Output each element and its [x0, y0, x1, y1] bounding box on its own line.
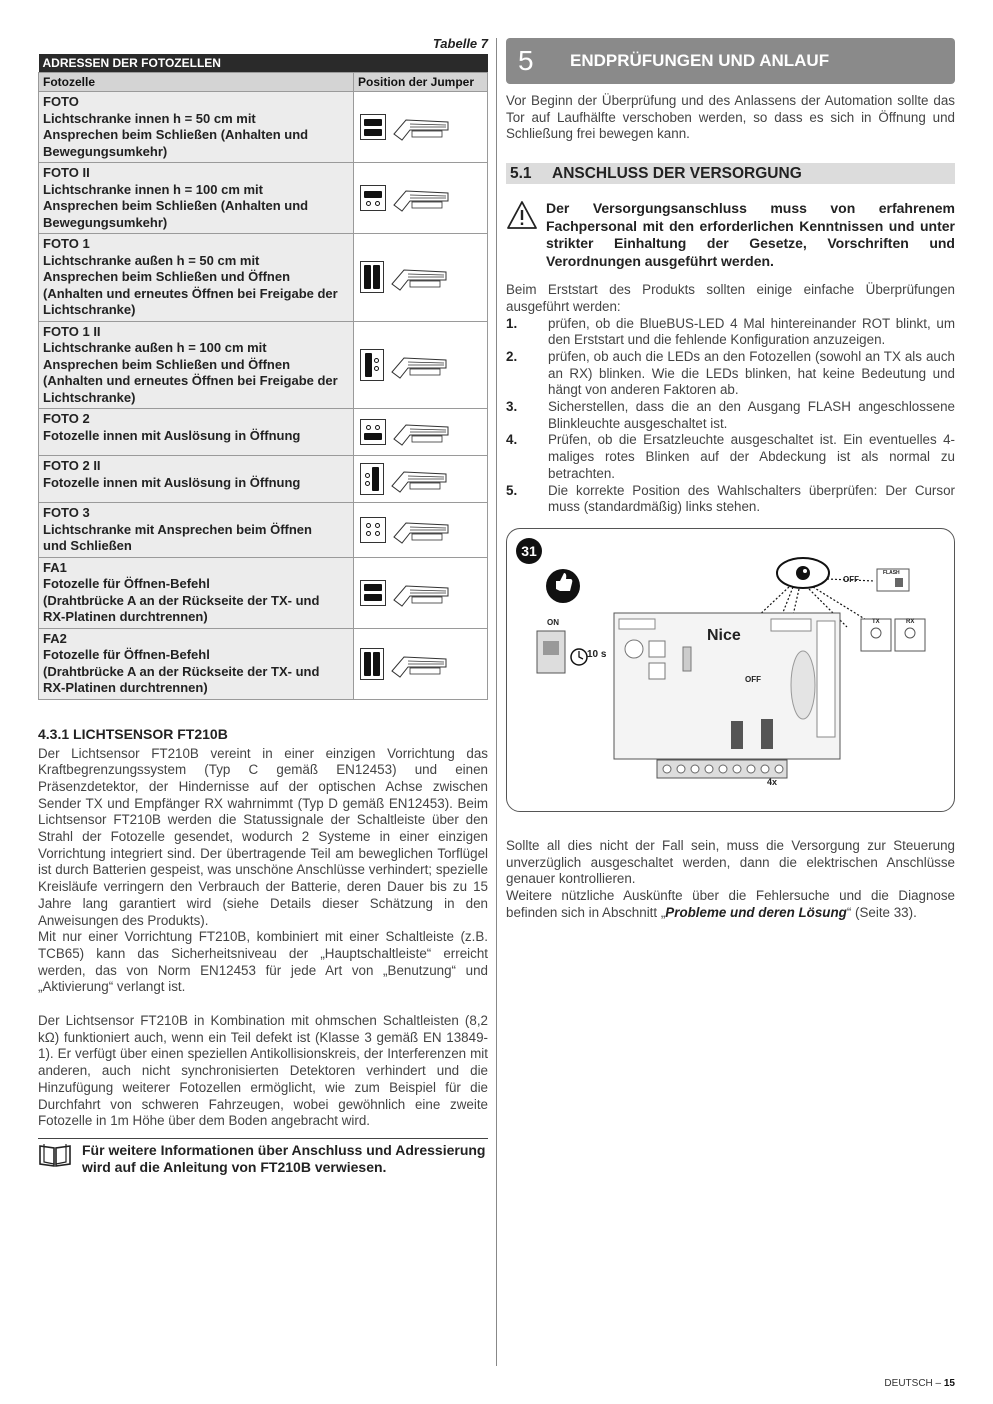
- step-text: Prüfen, ob die Ersatzleuchte ausgeschaltet ist. Ein eventuelles 4-maliges rotes Blinken auf der Abdeckung ist als normal zu betrachten.: [548, 432, 955, 481]
- table-row: [39, 557, 488, 628]
- jumper-block: [360, 349, 384, 381]
- step-text: prüfen, ob die BlueBUS-LED 4 Mal hintereinander ROT blinkt, um den Erststart und die fehlende Konfiguration anzuzeigen.: [548, 315, 955, 348]
- label-seconds: 10 s: [587, 648, 607, 660]
- step-text: Sicherstellen, dass die an den Ausgang FLASH angeschlossene Blinkleuchte ausgeschaltet ist.: [548, 399, 955, 431]
- photocell-detail-line: RX-Platinen durchtrennen): [43, 680, 208, 695]
- footer-language: DEUTSCH –: [884, 1378, 944, 1389]
- table-row: [39, 321, 488, 409]
- section-title: ANSCHLUSS DER VERSORGUNG: [552, 164, 802, 182]
- photocell-detail-line: (Drahtbrücke A an der Rückseite der TX- und: [43, 592, 320, 608]
- jumper-connector-icon: [392, 417, 452, 447]
- figure-31: [506, 528, 955, 812]
- label-rx: RX: [906, 618, 915, 625]
- photocell-detail-line: Lichtschranke): [43, 302, 136, 317]
- list-item: [506, 432, 955, 482]
- photocell-detail-line: Fotozelle für Öffnen-Befehl: [43, 647, 210, 662]
- table-row: [39, 456, 488, 503]
- chapter-header: [506, 38, 955, 84]
- photocell-description: [39, 456, 354, 503]
- list-item: [506, 316, 955, 349]
- jumper-block: [360, 517, 386, 543]
- jumper-position: [354, 92, 488, 163]
- chapter-number: 5: [518, 45, 534, 76]
- jumper-position: [354, 163, 488, 234]
- table-row: [39, 503, 488, 558]
- paragraph-ft210b-2: Mit nur einer Vorrichtung FT210B, kombiniert mit einer Schaltleiste (z.B. TCB65) kann das Sicherheitsniveau der „Hauptschaltleiste“ erreicht werden, das von Norm EN12453 für jede Art von „Benutzung“ und „Aktivierung“ verlangt ist.: [38, 929, 488, 995]
- table-title: ADRESSEN DER FOTOZELLEN: [39, 54, 488, 73]
- chapter-intro: Vor Beginn der Überprüfung und des Anlassens der Automation sollte das Tor auf Laufhälfte verschoben werden, so dass es sich in Öffnung und Schließung frei bewegen kann.: [506, 93, 955, 142]
- jumper-block: [360, 580, 386, 606]
- jumper-connector-icon: [390, 649, 450, 679]
- paragraph-ft210b-3: Der Lichtsensor FT210B in Kombination mit ohmschen Schaltleisten (8,2 kΩ) funktioniert auch, wenn ein Teil defekt ist (Klasse 3 gemäß EN 13849-1). Er verfügt über einen speziellen Antikollisionskreis, der Interferenzen mit anderen, auch nicht synchronisierten Detektoren verhindert und die Hinzufügung weiterer Fotozellen ermöglicht, wie zum Beispiel für die Durchfahrt von schweren Fahrzeugen, wobei gewöhnlich eine zweite Fotozelle in 1m Höhe über dem Boden angebracht wird.: [38, 1013, 488, 1129]
- steps-lead: Beim Erststart des Produkts sollten einige einfache Überprüfungen ausgeführt werden:: [506, 282, 955, 314]
- photocell-detail-line: Lichtschranke mit Ansprechen beim Öffnen: [43, 521, 312, 537]
- photocell-detail-line: Ansprechen beim Schließen (Anhalten und: [43, 127, 309, 142]
- warning-block: [506, 200, 955, 270]
- jumper-connector-icon: [390, 262, 450, 292]
- jumper-position: [354, 234, 488, 322]
- jumper-block: [360, 648, 384, 680]
- photocell-name: FOTO 1 II: [43, 323, 101, 339]
- photocell-detail-line: Lichtschranke): [43, 389, 136, 405]
- photocell-address-table: [38, 54, 488, 700]
- photocell-name: FOTO: [43, 94, 79, 109]
- jumper-connector-icon: [392, 112, 452, 142]
- jumper-connector-icon: [392, 515, 452, 545]
- photocell-description: [39, 503, 354, 558]
- label-off-flash: OFF: [843, 574, 859, 584]
- jumper-connector-icon: [390, 464, 450, 494]
- step-number: 1.: [506, 315, 518, 331]
- photocell-detail-line: Fotozelle für Öffnen-Befehl: [43, 576, 210, 591]
- photocell-detail-line: Fotozelle innen mit Auslösung in Öffnung: [43, 474, 301, 490]
- left-column: [38, 36, 488, 1177]
- photocell-detail-line: Lichtschranke außen h = 100 cm mit: [43, 340, 267, 355]
- table-row: [39, 628, 488, 699]
- photocell-name: FOTO 3: [43, 505, 90, 520]
- chapter-title: ENDPRÜFUNGEN UND ANLAUF: [570, 51, 830, 70]
- photocell-detail-line: Ansprechen beim Schließen (Anhalten und: [43, 198, 309, 213]
- photocell-name: FOTO 2 II: [43, 458, 101, 473]
- step-number: 3.: [506, 399, 518, 415]
- photocell-description: [39, 409, 354, 456]
- step-text: prüfen, ob auch die LEDs an den Fotozellen (sowohl an TX als auch an RX) blinken. Wie die LEDs blinken, hat keine Bedeutung und hängt von anderen Faktoren ab.: [548, 348, 955, 398]
- photocell-detail-line: (Anhalten und erneutes Öffnen bei Freigabe der: [43, 373, 338, 388]
- jumper-position: [354, 557, 488, 628]
- photocell-name: FA2: [43, 630, 67, 646]
- jumper-connector-icon: [390, 350, 450, 380]
- table-caption: Tabelle 7: [432, 36, 488, 51]
- photocell-name: FOTO 2: [43, 411, 90, 426]
- label-off-led: OFF: [745, 674, 761, 684]
- photocell-name: FOTO 1: [43, 236, 90, 251]
- list-item: [506, 349, 955, 399]
- photocell-name: FA1: [43, 559, 67, 575]
- jumper-position: [354, 503, 488, 558]
- photocell-detail-line: Lichtschranke innen h = 50 cm mit: [43, 110, 256, 126]
- section-heading-ft210b: 4.3.1 LICHTSENSOR FT210B: [38, 725, 228, 742]
- jumper-position: [354, 628, 488, 699]
- list-item: [506, 399, 955, 432]
- photocell-detail-line: Ansprechen beim Schließen und Öffnen: [43, 356, 291, 372]
- table-row: [39, 163, 488, 234]
- photocell-detail-line: (Anhalten und erneutes Öffnen bei Freigabe der: [43, 285, 338, 301]
- table-header-photocell: Fotozelle: [39, 73, 354, 92]
- step-text: Die korrekte Position des Wahlschalters überprüfen: Der Cursor muss (standardmäßig) links stehen.: [548, 482, 955, 515]
- section-number: 5.1: [510, 164, 532, 182]
- jumper-block: [360, 419, 386, 445]
- table-header-jumper: Position der Jumper: [354, 73, 488, 92]
- photocell-description: [39, 234, 354, 322]
- table-row: [39, 409, 488, 456]
- after-paragraph-1: Sollte all dies nicht der Fall sein, muss die Versorgung zur Steuerung unverzüglich ausgeschaltet werden, dann die elektrischen Anschlüsse genauer kontrollieren.: [506, 837, 955, 887]
- warning-text: Der Versorgungsanschluss muss von erfahrenem Fachpersonal mit den erforderlichen Kenntnissen und unter strikter Einhaltung der Gesetze, Vorschriften und Verordnungen ausgeführt werden.: [546, 200, 955, 269]
- photocell-detail-line: RX-Platinen durchtrennen): [43, 609, 208, 624]
- brand-logo: Nice: [707, 626, 741, 644]
- step-number: 2.: [506, 348, 518, 364]
- section-heading-5-1: [506, 163, 955, 184]
- warning-icon: [506, 200, 538, 230]
- step-number: 4.: [506, 432, 518, 448]
- check-steps-list: [506, 316, 955, 516]
- page-footer: [884, 1378, 955, 1389]
- jumper-connector-icon: [392, 578, 452, 608]
- photocell-description: [39, 557, 354, 628]
- right-column: [506, 38, 955, 921]
- section-reference-link[interactable]: Probleme und deren Lösung: [665, 904, 847, 920]
- jumper-block: [360, 114, 386, 140]
- after-paragraph-2: [506, 888, 955, 921]
- photocell-detail-line: Bewegungsumkehr): [43, 214, 168, 230]
- label-on: ON: [547, 617, 559, 627]
- book-icon: [38, 1142, 72, 1168]
- paragraph-ft210b-1: Der Lichtsensor FT210B vereint in einer einzigen Vorrichtung das Kraftbegrenzungssystem (Typ C gemäß EN12453) und einen Präsenzdetektor, der Hindernisse auf der optischen Achse zwischen Sender TX und Empfänger RX wahrnimmt (Typ D gemäß EN12453). Beim Lichtsensor FT210B werden die Statussignale der Schaltleiste über den Strahl der Fotozelle gesendet, wodurch 2 Systeme in einer einzigen Vorrichtung integriert sind. Der übertragende Teil am beweglichen Torflügel ist durch Batterien gespeist, was unschöne Anschlüsse verhindert; spezielle Kreisläufe verringern den Verbrauch der Batterie, deren Dauer bis zu 15 Jahre lang garantiert wird (siehe Details dieser Schätzung in den Anweisungen des Produkts).: [38, 745, 488, 928]
- figure-number: 31: [516, 538, 542, 564]
- page-number: 15: [943, 1378, 955, 1389]
- label-blink-count: 4x: [767, 776, 778, 787]
- photocell-description: [39, 92, 354, 163]
- jumper-block: [360, 185, 386, 211]
- jumper-block: [360, 463, 384, 495]
- photocell-description: [39, 628, 354, 699]
- table-row: [39, 92, 488, 163]
- photocell-description: [39, 321, 354, 409]
- photocell-detail-line: (Drahtbrücke A an der Rückseite der TX- und: [43, 663, 320, 679]
- photocell-detail-line: Bewegungsumkehr): [43, 143, 168, 159]
- photocell-name: FOTO II: [43, 165, 90, 180]
- jumper-position: [354, 409, 488, 456]
- after-paragraph-2-post: “ (Seite 33).: [846, 904, 917, 920]
- photocell-detail-line: und Schließen: [43, 538, 132, 553]
- photocell-description: [39, 163, 354, 234]
- jumper-position: [354, 456, 488, 503]
- jumper-block: [360, 261, 384, 293]
- step-number: 5.: [506, 482, 518, 498]
- table-row: [39, 234, 488, 322]
- photocell-detail-line: Ansprechen beim Schließen und Öffnen: [43, 269, 291, 284]
- photocell-detail-line: Lichtschranke außen h = 50 cm mit: [43, 252, 260, 268]
- photocell-detail-line: Fotozelle innen mit Auslösung in Öffnung: [43, 427, 301, 443]
- label-flash: FLASH: [883, 569, 900, 576]
- after-paragraph-2-pre: Weitere nützliche Auskünfte über die Fehlersuche und die Diagnose befinden sich in Abschnitt „: [506, 888, 955, 920]
- column-divider: [496, 38, 497, 1366]
- info-note-text: Für weitere Informationen über Anschluss und Adressierung wird auf die Anleitung von FT210B verwiesen.: [82, 1141, 486, 1176]
- list-item: [506, 483, 955, 516]
- photocell-detail-line: Lichtschranke innen h = 100 cm mit: [43, 181, 263, 197]
- jumper-position: [354, 321, 488, 409]
- jumper-connector-icon: [392, 183, 452, 213]
- label-tx: TX: [872, 618, 880, 625]
- info-note: [38, 1138, 488, 1177]
